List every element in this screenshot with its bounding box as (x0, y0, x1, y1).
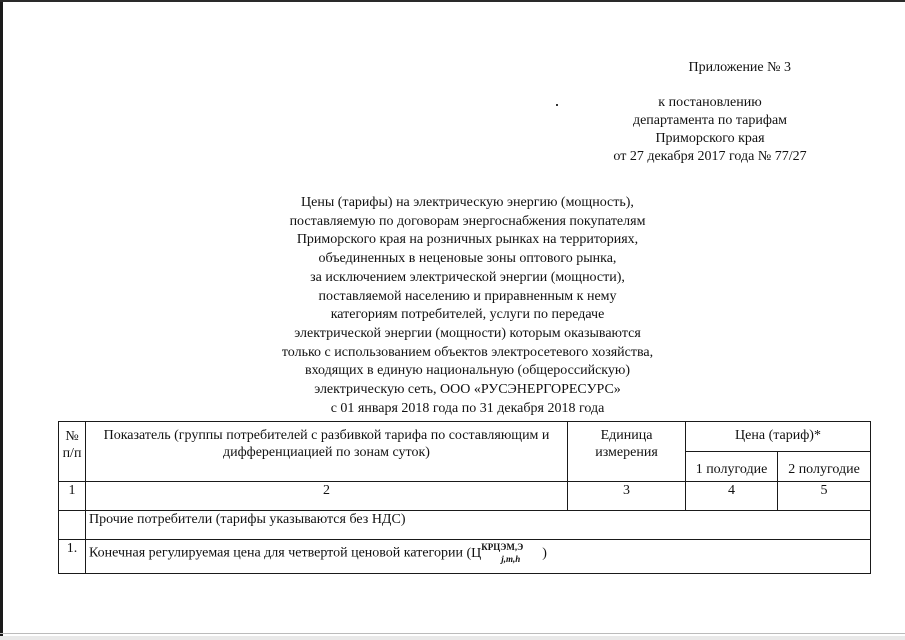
tariff-table (58, 421, 871, 574)
column-number-row (59, 482, 871, 511)
row-section-heading: Прочие потребители (тарифы указываются без НДС) (86, 511, 871, 540)
approval-block (560, 94, 860, 166)
approval-line: к постановлению (658, 95, 762, 110)
title-line: объединенных в неценовые зоны оптового рынка, (318, 251, 617, 267)
row-num (59, 511, 86, 540)
formula-base: Ц (471, 545, 482, 561)
column-number: 3 (568, 482, 686, 511)
column-number: 2 (86, 482, 568, 511)
header-price-cell (686, 422, 871, 452)
table-row (59, 511, 871, 540)
formula-subscript: j,m,h (501, 554, 521, 565)
header-half1: 1 полугодие (695, 461, 768, 477)
header-indicator-cell (86, 422, 568, 482)
title-line: с 01 января 2018 года по 31 декабря 2018 года (330, 400, 605, 416)
document-title (200, 194, 735, 418)
title-line: входящих в единую национальную (общероссийскую) (304, 363, 631, 379)
title-line: электрической энергии (мощности) которым оказываются (294, 325, 641, 341)
header-half2-cell (778, 452, 871, 482)
approval-date-line: от 27 декабря 2017 года № 77/27 (613, 149, 807, 164)
scan-edge-bottom (0, 636, 905, 640)
table-row (59, 540, 871, 574)
annex-label (689, 58, 792, 77)
approval-line: Приморского края (655, 131, 765, 146)
title-line: только с использованием объектов электросетевого хозяйства, (281, 344, 654, 360)
table-header-row (59, 422, 871, 452)
formula-superscript: КРЦЭМ,Э (481, 542, 524, 552)
header-num: № п/п (62, 429, 82, 461)
title-line: поставляемой населению и приравненным к нему (318, 288, 617, 304)
approval-line: департамента по тарифам (632, 113, 788, 128)
header-price: Цена (тариф)* (735, 428, 821, 443)
header-unit-cell (568, 422, 686, 482)
header-num-cell (59, 422, 86, 482)
header-unit: Единица измерения (595, 428, 658, 460)
scan-edge-top (0, 0, 905, 2)
scan-line-bottom (0, 633, 905, 634)
title-line: электрическую сеть, ООО «РУСЭНЕРГОРЕСУРС» (314, 382, 621, 398)
column-number: 4 (686, 482, 778, 511)
scan-edge-left (0, 0, 3, 640)
header-half2: 2 полугодие (788, 461, 860, 477)
price-formula: ($Ц^{КРЦЭМ,Э}_{j,m,h}$ ) (466, 542, 547, 565)
header-indicator: Показатель (группы потребителей с разбивкой тарифа по составляющим и дифференциацией по зонам суток) (103, 428, 550, 460)
title-line: категориям потребителей, услуги по передаче (330, 307, 605, 323)
row-indicator-text: Конечная регулируемая цена для четвертой ценовой категории (89, 545, 463, 561)
column-number: 5 (778, 482, 871, 511)
row-indicator (86, 540, 871, 574)
header-half1-cell (686, 452, 778, 482)
column-number: 1 (59, 482, 86, 511)
title-line: Приморского края на розничных рынках на территориях, (296, 232, 639, 248)
title-line: Цены (тарифы) на электрическую энергию (мощность), (301, 195, 634, 210)
scan-speck (556, 104, 558, 106)
annex-number: Приложение № 3 (688, 60, 791, 75)
title-line: за исключением электрической энергии (мощности), (310, 269, 625, 285)
title-line: поставляемую по договорам энергоснабжения покупателям (289, 213, 646, 229)
row-num: 1. (59, 540, 86, 574)
